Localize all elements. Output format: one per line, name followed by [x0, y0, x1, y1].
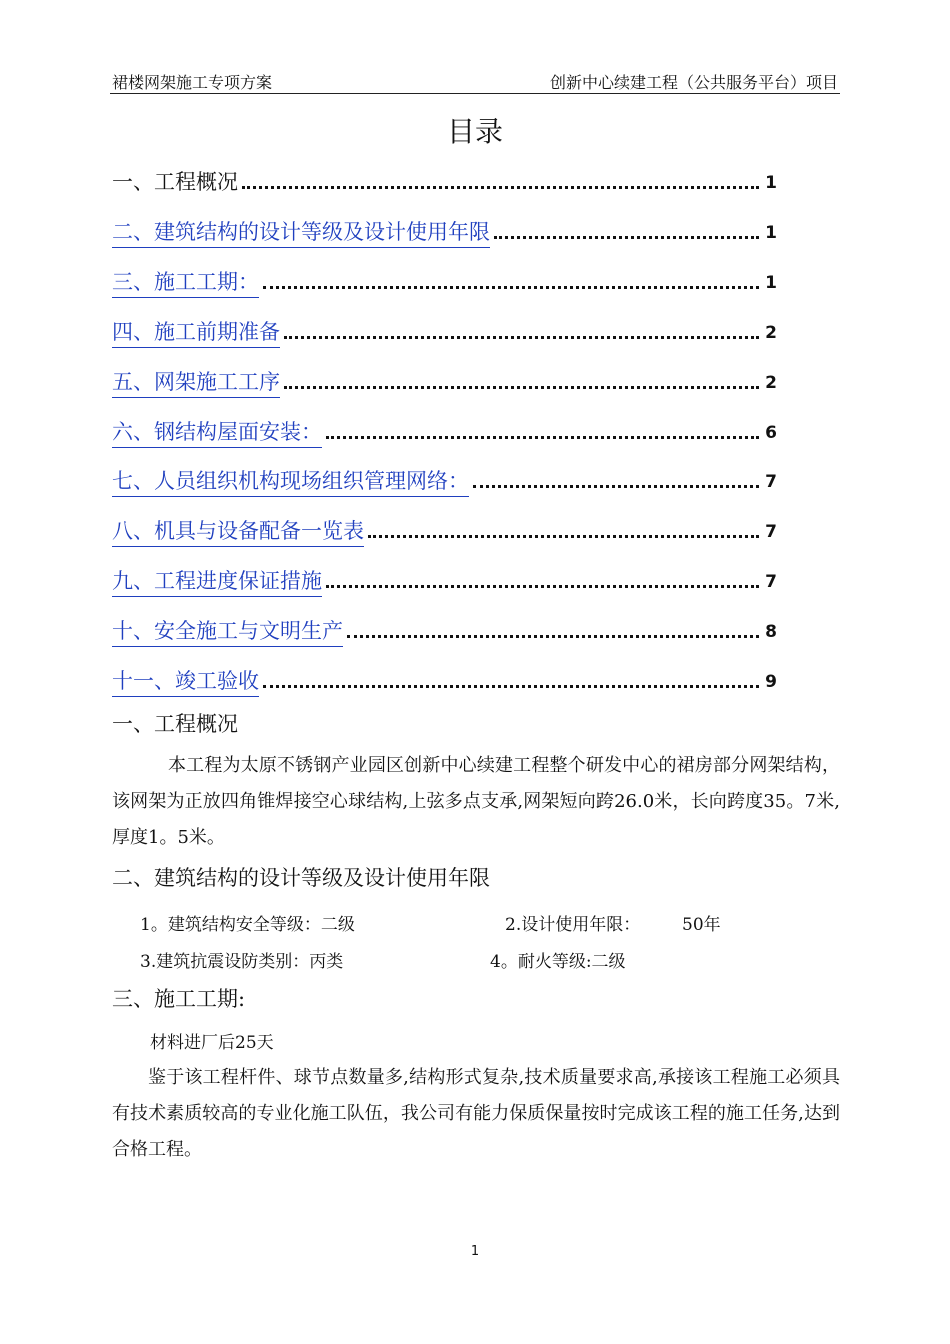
toc-entry[interactable] — [112, 366, 777, 398]
toc-entry-title: 一、工程概况 — [112, 170, 238, 194]
toc-page-number: 7 — [765, 572, 777, 592]
toc-entry — [112, 166, 777, 198]
toc-entry-title: 十、安全施工与文明生产 — [112, 617, 343, 647]
toc-page-number: 6 — [765, 423, 777, 443]
toc-page-number: 1 — [765, 273, 777, 293]
toc-page-number: 7 — [765, 522, 777, 542]
safety-level-item: 1。建筑结构安全等级：二级 — [140, 915, 355, 935]
section-3-body: 鉴于该工程杆件、球节点数量多,结构形式复杂,技术质量要求高,承接该工程施工必须具有技术素质较高的专业化施工队伍，我公司有能力保质保量按时完成该工程的施工任务,达到合格工程。 — [112, 1067, 840, 1160]
toc-entry[interactable] — [112, 465, 777, 497]
design-life-label: 2.设计使用年限： — [505, 915, 641, 935]
toc-page-number: 7 — [765, 472, 777, 492]
toc-entry-title: 七、人员组织机构现场组织管理网络： — [112, 467, 469, 497]
design-life-value: 50年 — [682, 915, 721, 935]
toc-entry[interactable] — [112, 316, 777, 348]
toc-dot-leader — [326, 436, 759, 439]
toc-dot-leader — [494, 236, 759, 239]
toc-page-number: 8 — [765, 622, 777, 642]
section-1-heading: 一、工程概况 — [112, 712, 238, 736]
toc-entry-title: 八、机具与设备配备一览表 — [112, 517, 364, 547]
toc-entry-title: 九、工程进度保证措施 — [112, 567, 322, 597]
section-2-heading: 二、建筑结构的设计等级及设计使用年限 — [112, 866, 490, 890]
toc-entry[interactable] — [112, 515, 777, 547]
toc-entry[interactable] — [112, 565, 777, 597]
toc-entry-title: 六、钢结构屋面安装： — [112, 418, 322, 448]
seismic-class-item: 3.建筑抗震设防类别：丙类 — [140, 952, 344, 972]
toc-dot-leader — [326, 585, 759, 588]
toc-page-number: 2 — [765, 373, 777, 393]
toc-dot-leader — [263, 286, 759, 289]
toc-dot-leader — [284, 336, 759, 339]
section-3-heading: 三、施工工期: — [112, 987, 246, 1011]
toc-dot-leader — [347, 635, 759, 638]
construction-duration: 材料进厂后25天 — [150, 1033, 274, 1053]
toc-entry[interactable] — [112, 416, 777, 448]
toc-dot-leader — [473, 485, 759, 488]
toc-entry-title: 十一、竣工验收 — [112, 667, 259, 697]
toc-dot-leader — [242, 186, 759, 189]
toc-page-number: 1 — [765, 173, 777, 193]
toc-entry[interactable] — [112, 266, 777, 298]
toc-entry[interactable] — [112, 665, 777, 697]
toc-dot-leader — [284, 386, 759, 389]
toc-page-number: 9 — [765, 672, 777, 692]
toc-entry[interactable] — [112, 216, 777, 248]
toc-entry-title: 五、网架施工工序 — [112, 368, 280, 398]
toc-entry-title: 三、施工工期： — [112, 268, 259, 298]
toc-entry[interactable] — [112, 615, 777, 647]
toc-dot-leader — [368, 535, 759, 538]
section-1-body: 本工程为太原不锈钢产业园区创新中心续建工程整个研发中心的裙房部分网架结构，该网架为正放四角锥焊接空心球结构,上弦多点支承,网架短向跨26.0米，长向跨度35。7米,厚度1。5米。 — [112, 755, 840, 848]
fire-rating-item: 4。耐火等级:二级 — [490, 952, 626, 972]
toc-entry-title: 四、施工前期准备 — [112, 318, 280, 348]
page-header-right: 创新中心续建工程（公共服务平台）项目 — [549, 73, 838, 92]
toc-title: 目录 — [446, 115, 503, 148]
toc-dot-leader — [263, 685, 759, 688]
toc-page-number: 1 — [765, 223, 777, 243]
toc-entry-title: 二、建筑结构的设计等级及设计使用年限 — [112, 218, 490, 248]
page-number: 1 — [470, 1244, 480, 1259]
toc-page-number: 2 — [765, 323, 777, 343]
page-header-left: 裙楼网架施工专项方案 — [112, 73, 273, 92]
header-rule — [110, 93, 840, 94]
